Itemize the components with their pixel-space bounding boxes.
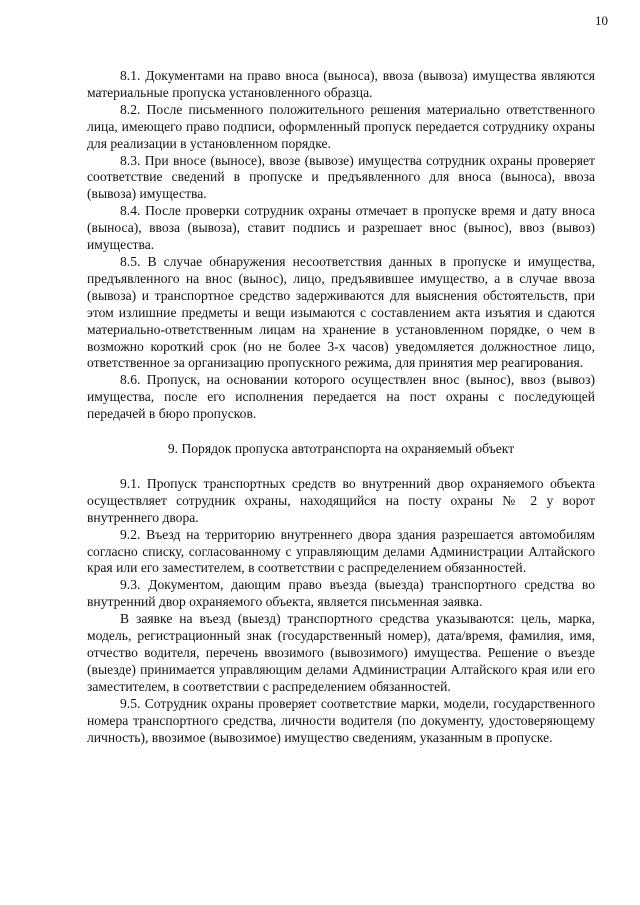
paragraph-8-4: 8.4. После проверки сотрудник охраны отмечает в пропуске время и дату вноса (выноса), ввоза (вывоза), ставит подпись и разрешает внос (вынос), ввоз (вывоз) имущества. [87,203,595,253]
document-body [87,68,595,746]
paragraph-9-2: 9.2. Въезд на территорию внутреннего двора здания разрешается автомобилям согласно списку, согласованному с управляющим делами Администрации Алтайского края или его заместителем, в соответствии с распределением обязанностей. [87,526,595,576]
paragraph-8-1: 8.1. Документами на право вноса (выноса), ввоза (вывоза) имущества являются материальные пропуска установленного образца. [87,68,595,100]
paragraph-9-request: В заявке на въезд (выезд) транспортного средства указываются: цель, марка, модель, регистрационный знак (государственный номер), дата/время, фамилия, имя, отчество водителя, перечень ввозимого (вывозимого) имущества. Решение о въезде (выезде) принимается управляющим делами Администрации Алтайского края или его заместителем, в соответствии с распределением обязанностей. [87,611,595,694]
paragraph-9-1: 9.1. Пропуск транспортных средств во внутренний двор охраняемого объекта осуществляет сотрудник охраны, находящийся на посту охраны № 2 у ворот внутреннего двора. [87,475,595,525]
section-9-heading: 9. Порядок пропуска автотранспорта на охраняемый объект [167,441,515,457]
paragraph-8-3: 8.3. При вносе (выносе), ввозе (вывозе) имущества сотрудник охраны проверяет соответствие сведений в пропуске и предъявленного для вноса (выноса), ввоза (вывоза) имущества. [87,152,595,202]
paragraph-9-5: 9.5. Сотрудник охраны проверяет соответствие марки, модели, государственного номера транспортного средства, личности водителя (по документу, удостоверяющему личность), ввозимое (вывозимое) имущество сведениям, указанным в пропуске. [87,695,595,745]
page-number: 10 [595,13,608,28]
paragraph-8-6: 8.6. Пропуск, на основании которого осуществлен внос (вынос), ввоз (вывоз) имущества, после его исполнения передается на пост охраны с последующей передачей в бюро пропусков. [87,372,595,422]
paragraph-8-2: 8.2. После письменного положительного решения материально ответственного лица, имеющего право подписи, оформленный пропуск передается сотруднику охраны для реализации в установленном порядке. [87,101,595,151]
paragraph-8-5: 8.5. В случае обнаружения несоответствия данных в пропуске и имущества, предъявленного на внос (вынос), лицо, предъявившее имущество, а в случае ввоза (вывоза) и транспортное средство задерживаются для выяснения обстоятельств, при этом излишние предметы и вещи изымаются с составлением акта изъятия и сдаются материально-ответственным лицам на хранение в установленном порядке, о чем в возможно короткий срок (но не более 3-х часов) уведомляется должностное лицо, ответственное за организацию пропускного режима, для принятия мер реагирования. [87,253,595,371]
paragraph-9-3: 9.3. Документом, дающим право въезда (выезда) транспортного средства во внутренний двор охраняемого объекта, является письменная заявка. [87,577,595,610]
